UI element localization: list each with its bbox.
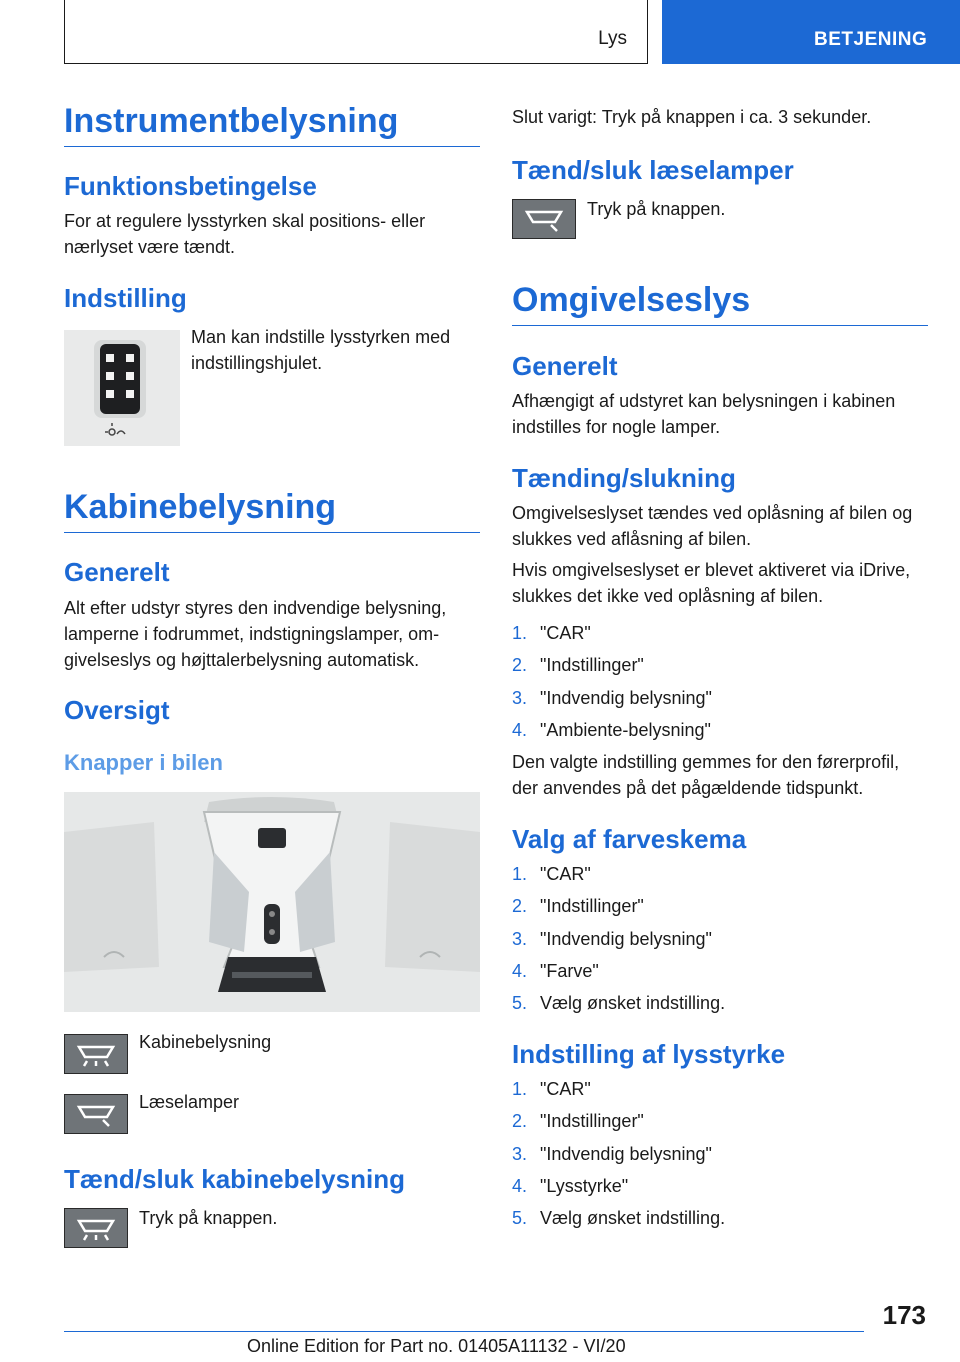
list-item: 5. Vælg ønsket indstilling. bbox=[512, 993, 726, 1014]
list-item: 4. "Farve" bbox=[512, 960, 599, 981]
heading-indstilling: Indstilling bbox=[64, 283, 187, 313]
paragraph-slut-varigt: Slut varigt: Tryk på knappen i ca. 3 sekunder. bbox=[512, 107, 872, 127]
paragraph-funktionsbetingelse: For at regulere lysstyrken skal positions- eller nærlyset være tændt. bbox=[64, 211, 426, 257]
heading-knapper-i-bilen: Knapper i bilen bbox=[64, 750, 223, 775]
cabin-light-button-image-2 bbox=[64, 1208, 128, 1248]
thumbwheel-image bbox=[64, 330, 180, 446]
list-item: 5. Vælg ønsket indstilling. bbox=[512, 1208, 726, 1229]
paragraph-gemmes: Den valgte indstilling gemmes for den førerprofil, der anvendes på det pågældende tidspunkt. bbox=[512, 752, 900, 798]
heading-instrumentbelysning: Instrumentbelysning bbox=[64, 103, 480, 147]
paragraph-tryk-laese: Tryk på knappen. bbox=[587, 199, 726, 219]
list-item: 1. "CAR" bbox=[512, 623, 591, 643]
cabin-light-icon bbox=[65, 1209, 127, 1247]
heading-oversigt: Oversigt bbox=[64, 695, 170, 725]
reading-light-button-image-2 bbox=[512, 199, 576, 239]
header-chapter-label: BETJENING bbox=[814, 29, 928, 50]
paragraph-tryk-kabine: Tryk på knappen. bbox=[139, 1208, 278, 1228]
header-section-box bbox=[64, 0, 648, 64]
roof-console-image bbox=[64, 792, 480, 1012]
list-item: 3. "Indvendig belysning" bbox=[512, 928, 712, 949]
reading-light-button-image bbox=[64, 1094, 128, 1134]
footer-edition: Online Edition for Part no. 01405A11132 - VI/20 bbox=[247, 1336, 626, 1356]
thumbwheel-icon bbox=[64, 330, 180, 446]
paragraph-generelt-left: Alt efter udstyr styres den indvendige belysning, lamperne i fodrummet, indstigningslamper, omgivelseslys og højttalerbelysning automatisk. bbox=[64, 598, 447, 670]
list-item: 4. "Ambiente-belysning" bbox=[512, 719, 711, 740]
heading-valg-af-farveskema: Valg af farveskema bbox=[512, 824, 747, 854]
steps-list-ambiente bbox=[512, 620, 928, 749]
heading-indstilling-af-lysstyrke: Indstilling af lysstyrke bbox=[512, 1039, 786, 1069]
steps-list-lysstyrke bbox=[512, 1076, 928, 1237]
heading-funktionsbetingelse: Funktionsbetingelse bbox=[64, 171, 317, 201]
heading-omgivelseslys: Omgivelseslys bbox=[512, 282, 928, 326]
caption-kabinebelysning: Kabinebelysning bbox=[139, 1032, 272, 1052]
heading-generelt-left: Generelt bbox=[64, 557, 170, 587]
list-item: 4. "Lysstyrke" bbox=[512, 1175, 629, 1196]
cabin-light-icon bbox=[65, 1035, 127, 1073]
reading-light-icon bbox=[513, 200, 575, 238]
list-item: 3. "Indvendig belysning" bbox=[512, 687, 712, 708]
heading-taending-slukning: Tænding/slukning bbox=[512, 463, 736, 493]
paragraph-taending-1: Omgivelseslyset tændes ved oplåsning af bilen og slukkes ved aflåsning af bilen. bbox=[512, 503, 913, 549]
list-item: 3. "Indvendig belysning" bbox=[512, 1143, 712, 1164]
reading-light-icon bbox=[65, 1095, 127, 1133]
heading-taend-sluk-kabinebelysning: Tænd/sluk kabinebelysning bbox=[64, 1164, 405, 1194]
header-section-title: Lys bbox=[598, 28, 627, 49]
cabin-light-button-image bbox=[64, 1034, 128, 1074]
paragraph-taending-2: Hvis omgivelseslyset er blevet aktiveret via iDrive, slukkes det ikke ved oplåsning af bilen. bbox=[512, 560, 911, 606]
heading-kabinebelysning: Kabinebelysning bbox=[64, 489, 480, 533]
list-item: 1. "CAR" bbox=[512, 1079, 591, 1099]
caption-laeselamper: Læselamper bbox=[139, 1092, 240, 1112]
roof-console-illustration bbox=[64, 792, 480, 1012]
footer-divider bbox=[64, 1331, 864, 1332]
list-item: 2. "Indstillinger" bbox=[512, 1111, 644, 1132]
list-item: 2. "Indstillinger" bbox=[512, 655, 644, 676]
paragraph-indstilling: Man kan indstille lysstyrken med indstillingshjulet. bbox=[191, 327, 451, 373]
heading-generelt-right: Generelt bbox=[512, 351, 618, 381]
heading-taend-sluk-laeselamper: Tænd/sluk læselamper bbox=[512, 155, 794, 185]
header-chapter-tab[interactable] bbox=[662, 0, 960, 64]
page-number: 173 bbox=[882, 1300, 926, 1330]
paragraph-generelt-right: Afhængigt af udstyret kan belysningen i kabinen indstilles for nogle lamper. bbox=[512, 391, 896, 437]
list-item: 1. "CAR" bbox=[512, 864, 591, 884]
steps-list-farve bbox=[512, 861, 928, 1022]
list-item: 2. "Indstillinger" bbox=[512, 896, 644, 917]
